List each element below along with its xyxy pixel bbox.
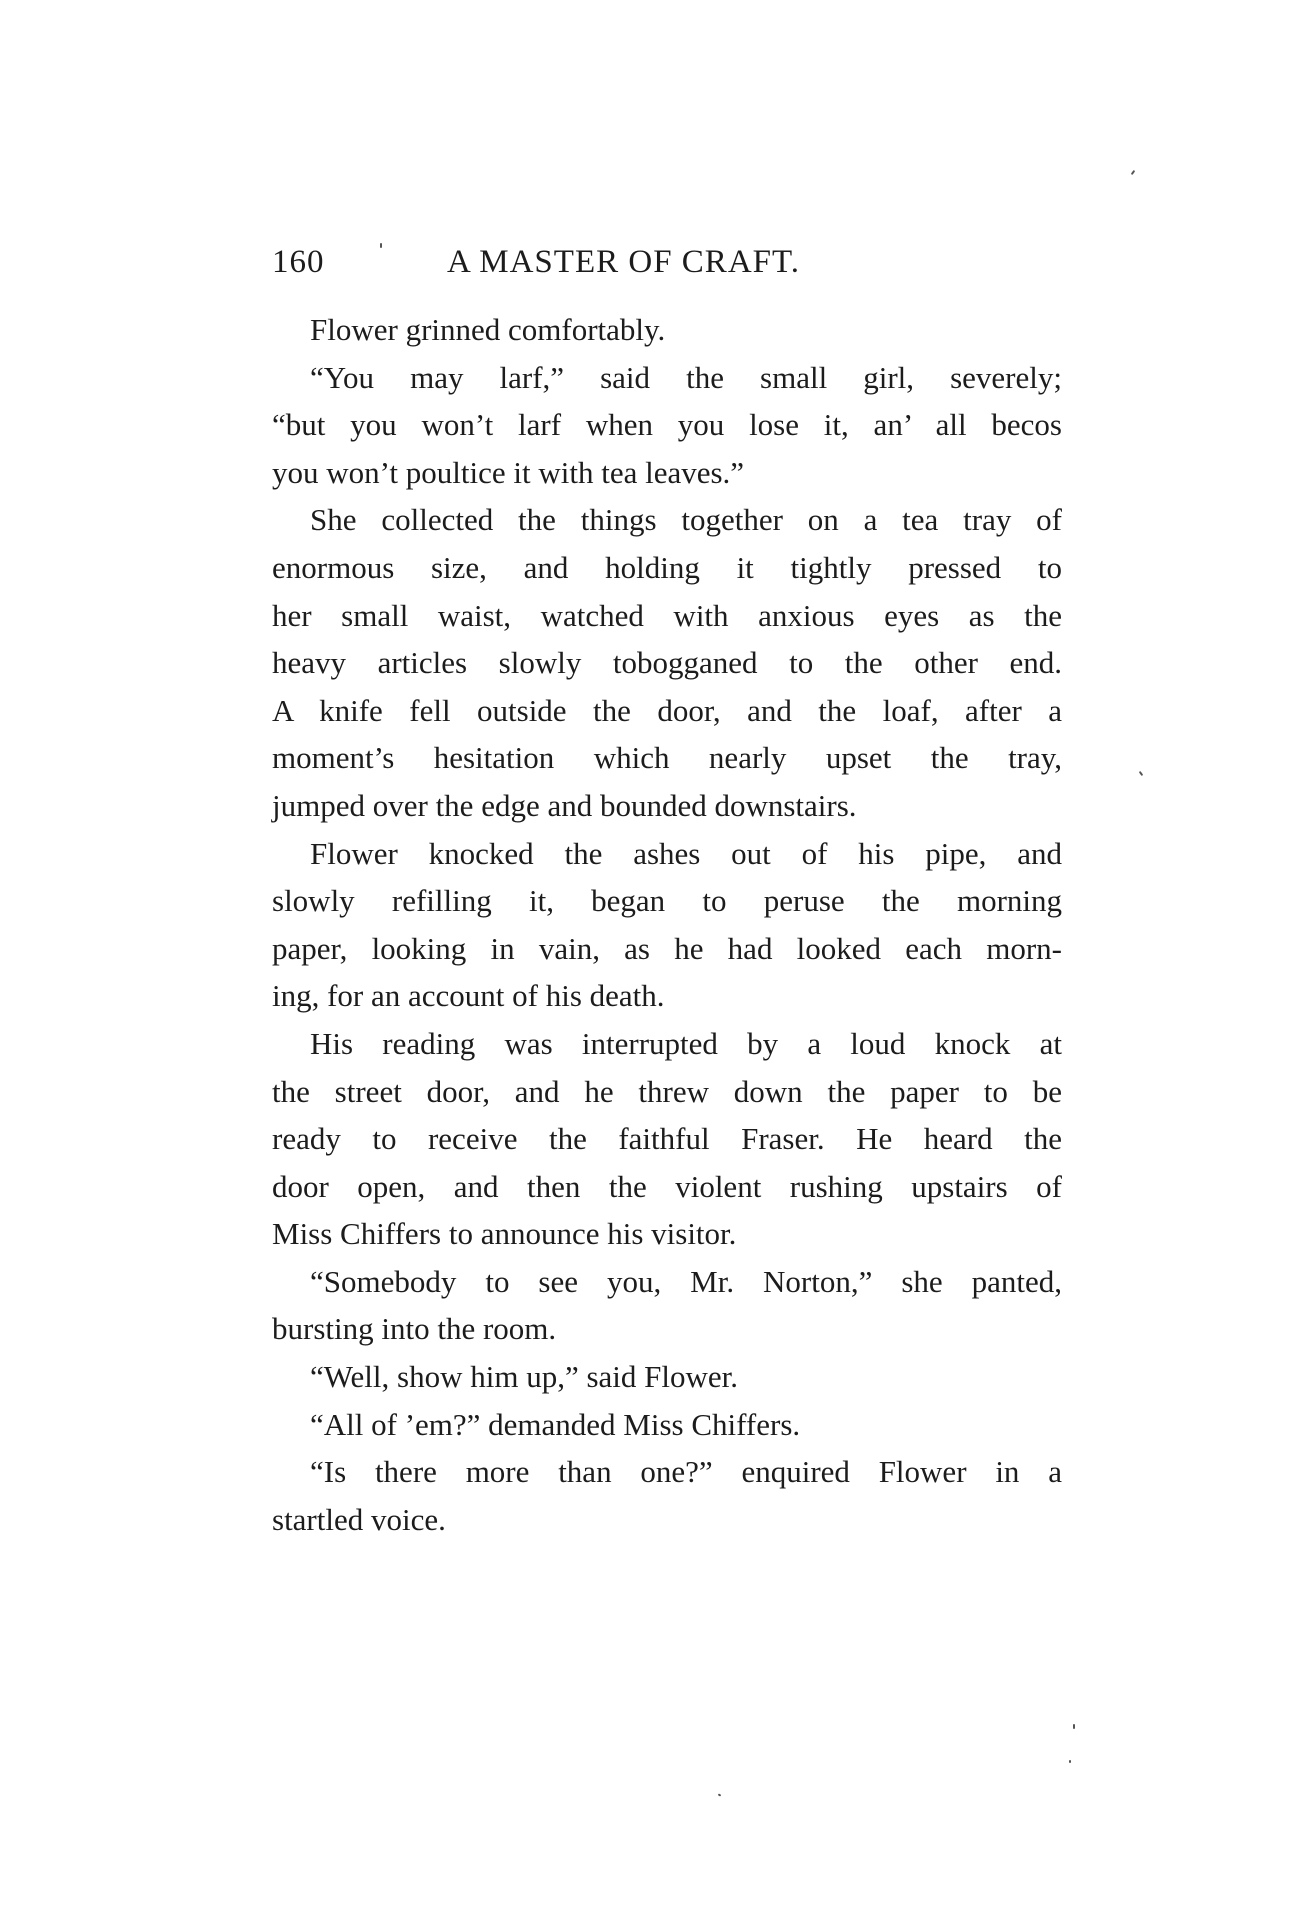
- body-text: [272, 306, 1062, 1543]
- text-line: “All of ’em?” demanded Miss Chiffers.: [310, 1406, 801, 1442]
- page-number: 160: [272, 244, 325, 280]
- scan-speck: [1069, 1760, 1071, 1763]
- text-line: His reading was interrupted by a loud knock at: [310, 1025, 1062, 1061]
- text-line: ing, for an account of his death.: [272, 978, 665, 1014]
- scan-speck: [718, 1793, 722, 1796]
- text-line: Flower knocked the ashes out of his pipe, and: [310, 835, 1062, 871]
- text-line: “but you won’t larf when you lose it, an’ all becos: [272, 407, 1062, 443]
- text-line: moment’s hesitation which nearly upset the tray,: [272, 740, 1062, 776]
- text-line: slowly refilling it, began to peruse the morning: [272, 883, 1062, 919]
- text-line: enormous size, and holding it tightly pressed to: [272, 549, 1062, 585]
- text-line: bursting into the room.: [272, 1311, 557, 1347]
- text-line: her small waist, watched with anxious eyes as the: [272, 597, 1062, 633]
- text-line: paper, looking in vain, as he had looked each morn-: [272, 930, 1062, 966]
- text-line: ready to receive the faithful Fraser. He heard the: [272, 1121, 1062, 1157]
- text-line: Flower grinned comfortably.: [310, 312, 666, 347]
- text-line: “Well, show him up,” said Flower.: [310, 1359, 739, 1395]
- text-line: door open, and then the violent rushing upstairs of: [272, 1168, 1062, 1204]
- text-line: jumped over the edge and bounded downstairs.: [272, 787, 857, 823]
- text-line: heavy articles slowly tobogganed to the other end.: [272, 645, 1062, 681]
- text-line: you won’t poultice it with tea leaves.”: [272, 454, 745, 490]
- scan-speck: [1073, 1724, 1075, 1729]
- text-line: the street door, and he threw down the paper to be: [272, 1073, 1062, 1109]
- running-head: [272, 244, 1082, 284]
- running-title: A MASTER OF CRAFT.: [447, 244, 800, 280]
- scan-speck: [1139, 771, 1144, 776]
- text-line: “Is there more than one?” enquired Flower in a: [310, 1454, 1062, 1490]
- scan-speck: [380, 243, 382, 248]
- text-line: “Somebody to see you, Mr. Norton,” she panted,: [310, 1263, 1062, 1299]
- text-line: A knife fell outside the door, and the loaf, after a: [272, 692, 1062, 728]
- text-line: Miss Chiffers to announce his visitor.: [272, 1216, 737, 1252]
- text-line: “You may larf,” said the small girl, severely;: [310, 359, 1062, 395]
- scan-speck: [1131, 170, 1136, 175]
- text-line: She collected the things together on a tea tray of: [310, 502, 1062, 538]
- text-line: startled voice.: [272, 1501, 446, 1537]
